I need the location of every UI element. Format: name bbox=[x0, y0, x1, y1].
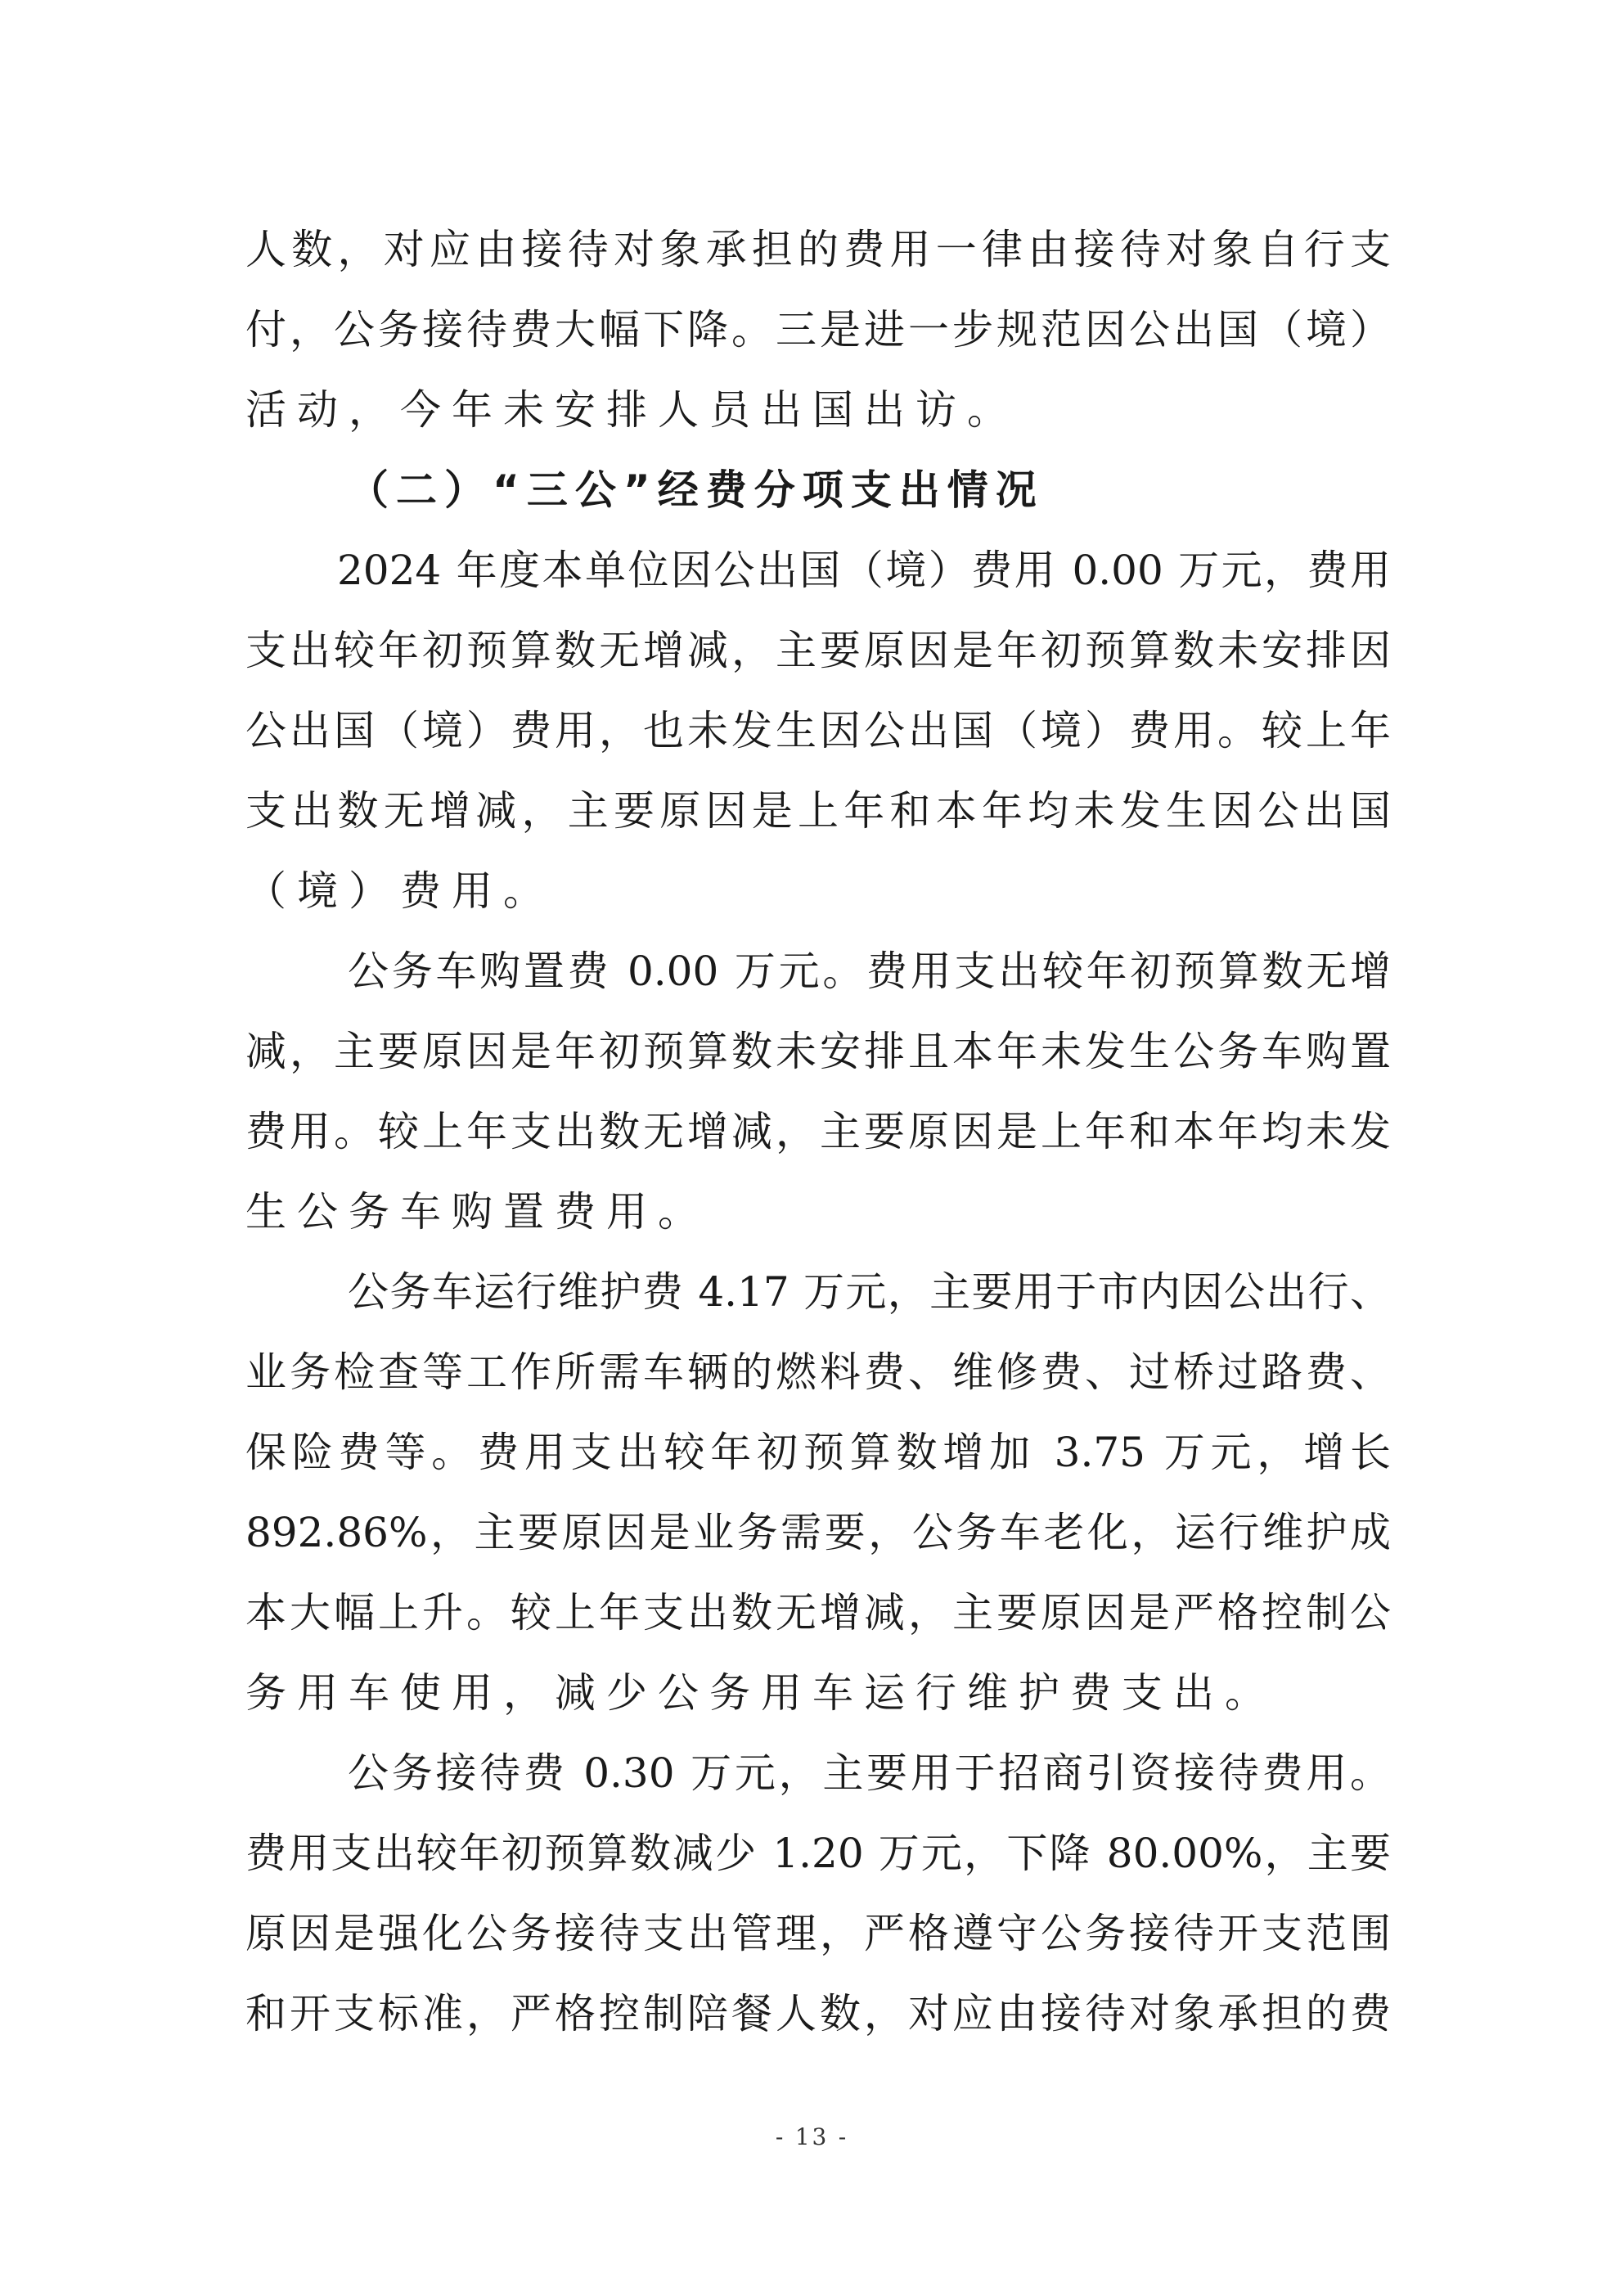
paragraph-line: 费用。较上年支出数无增减，主要原因是上年和本年均未发 bbox=[245, 1108, 1391, 1155]
paragraph-line: 务用车使用，减少公务用车运行维护费支出。 bbox=[245, 1669, 1276, 1717]
paragraph-line: 减，主要原因是年初预算数未安排且本年未发生公务车购置 bbox=[245, 1028, 1391, 1075]
paragraph-line: 支出较年初预算数无增减，主要原因是年初预算数未安排因 bbox=[245, 627, 1391, 674]
page-number: - 13 - bbox=[775, 2123, 849, 2150]
paragraph-line: 活动，今年未安排人员出国出访。 bbox=[245, 386, 1019, 434]
paragraph-line: 公务车购置费 0.00 万元。费用支出较年初预算数无增 bbox=[348, 948, 1391, 995]
paragraph-line: 保险费等。费用支出较年初预算数增加 3.75 万元，增长 bbox=[245, 1429, 1391, 1476]
paragraph-line: 费用支出较年初预算数减少 1.20 万元，下降 80.00%，主要 bbox=[245, 1830, 1391, 1877]
paragraph-line: 公出国（境）费用，也未发生因公出国（境）费用。较上年 bbox=[245, 707, 1391, 754]
paragraph-line: （境）费用。 bbox=[245, 867, 555, 915]
paragraph-line: 业务检查等工作所需车辆的燃料费、维修费、过桥过路费、 bbox=[245, 1348, 1391, 1396]
paragraph-line: 公务接待费 0.30 万元，主要用于招商引资接待费用。 bbox=[348, 1749, 1391, 1797]
section-heading: （二）“三公”经费分项支出情况 bbox=[348, 466, 1044, 514]
paragraph-line: 2024 年度本单位因公出国（境）费用 0.00 万元，费用 bbox=[337, 547, 1391, 594]
paragraph-line: 和开支标准，严格控制陪餐人数，对应由接待对象承担的费 bbox=[245, 1990, 1391, 2037]
paragraph-line: 本大幅上升。较上年支出数无增减，主要原因是严格控制公 bbox=[245, 1589, 1391, 1636]
paragraph-line: 支出数无增减，主要原因是上年和本年均未发生因公出国 bbox=[245, 787, 1391, 835]
paragraph-line: 生公务车购置费用。 bbox=[245, 1188, 709, 1236]
paragraph-line: 892.86%，主要原因是业务需要，公务车老化，运行维护成 bbox=[245, 1509, 1391, 1556]
paragraph-line: 付，公务接待费大幅下降。三是进一步规范因公出国（境） bbox=[245, 306, 1391, 353]
paragraph-line: 原因是强化公务接待支出管理，严格遵守公务接待开支范围 bbox=[245, 1910, 1391, 1957]
paragraph-line: 人数，对应由接待对象承担的费用一律由接待对象自行支 bbox=[245, 226, 1391, 273]
paragraph-line: 公务车运行维护费 4.17 万元，主要用于市内因公出行、 bbox=[348, 1268, 1391, 1316]
